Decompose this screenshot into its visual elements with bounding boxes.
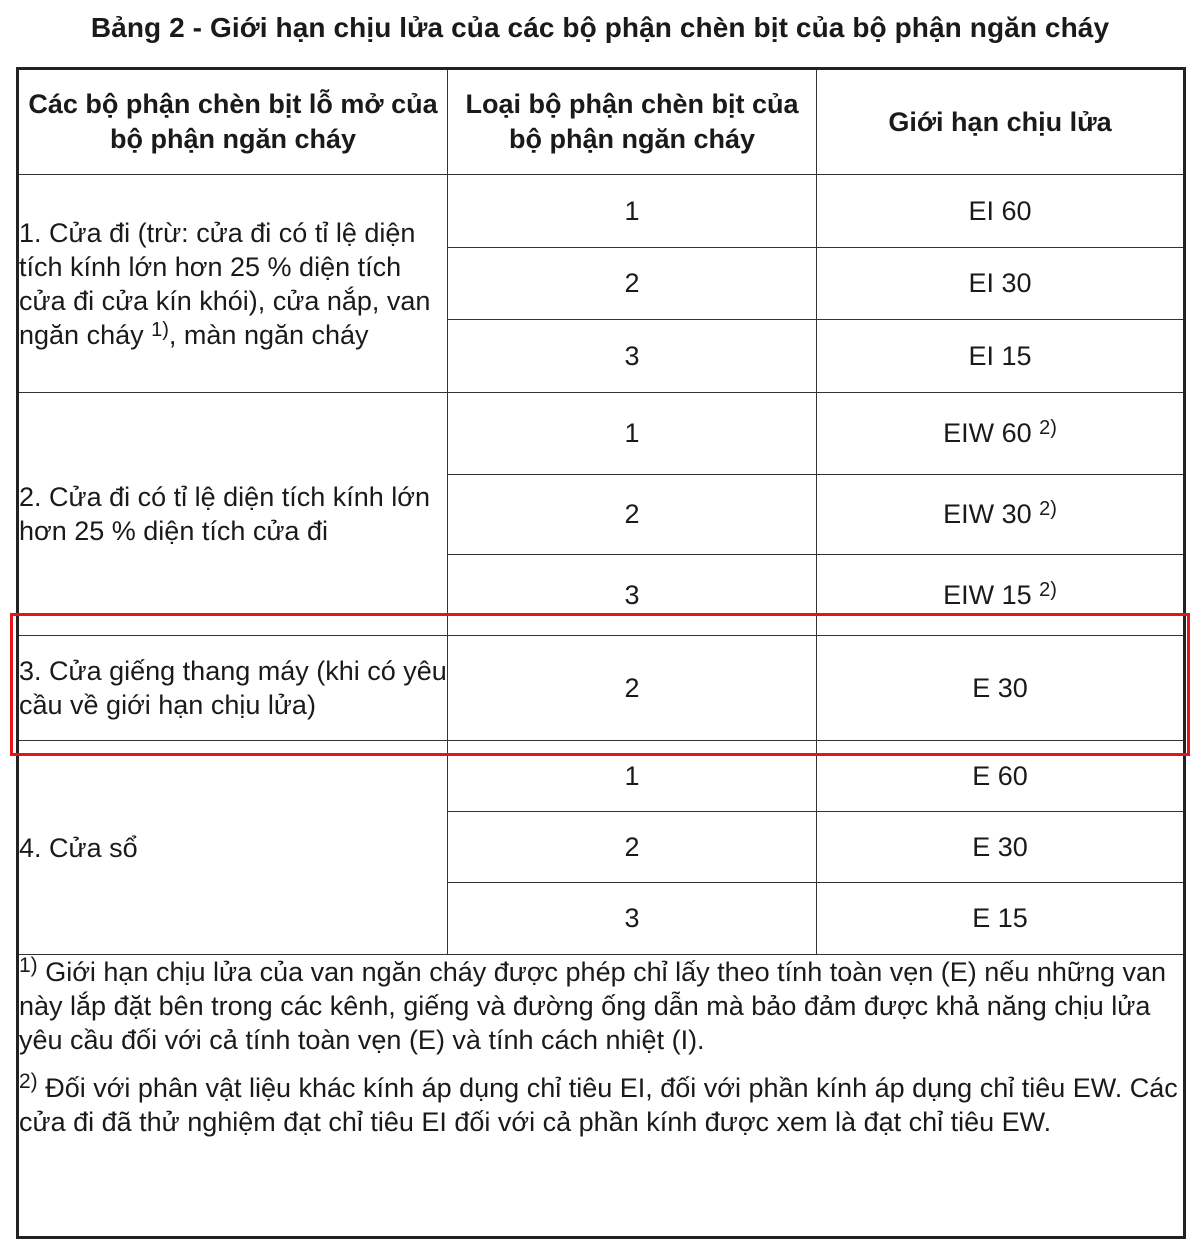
header-openings: Các bộ phận chèn bịt lỗ mở của bộ phận ngăn cháy (18, 69, 448, 175)
type-cell: 1 (448, 741, 817, 812)
limit-cell: E 30 (817, 812, 1185, 883)
limit-cell: EI 60 (817, 175, 1185, 248)
limit-cell: E 30 (817, 636, 1185, 741)
limit-cell: E 60 (817, 741, 1185, 812)
group-name-elevator-doors: 3. Cửa giếng thang máy (khi có yêu cầu về giới hạn chịu lửa) (18, 636, 448, 741)
fire-resistance-table (16, 67, 1186, 1239)
limit-cell: EIW 15 $^{2)}$ (817, 555, 1185, 636)
type-cell: 2 (448, 248, 817, 320)
footnote-ref: 2) (1039, 498, 1057, 520)
limit-cell: EIW 60 $^{2)}$ (817, 393, 1185, 475)
limit-cell: EI 30 (817, 248, 1185, 320)
footnote-ref: 2) (1039, 417, 1057, 439)
header-fire-limit: Giới hạn chịu lửa (817, 69, 1185, 175)
header-row (18, 69, 1185, 175)
type-cell: 3 (448, 320, 817, 393)
table-row (18, 741, 1185, 812)
type-cell: 1 (448, 175, 817, 248)
type-cell: 3 (448, 555, 817, 636)
group-name-windows: 4. Cửa sổ (18, 741, 448, 955)
footnote-marker: 2) (19, 1070, 38, 1093)
table-row (18, 393, 1185, 475)
header-type: Loại bộ phận chèn bịt của bộ phận ngăn cháy (448, 69, 817, 175)
footnote-marker: 1) (19, 954, 38, 977)
table-row (18, 175, 1185, 248)
type-cell: 2 (448, 636, 817, 741)
limit-cell: EI 15 (817, 320, 1185, 393)
group-name-doors: 1. Cửa đi (trừ: cửa đi có tỉ lệ diện tích kính lớn hơn 25 % diện tích cửa đi cửa kín khói), cửa nắp, van ngăn cháy $^{1)}$, màn ngăn cháy (18, 175, 448, 393)
type-cell: 2 (448, 812, 817, 883)
group-name-glazed-doors: 2. Cửa đi có tỉ lệ diện tích kính lớn hơn 25 % diện tích cửa đi (18, 393, 448, 636)
limit-cell: E 15 (817, 883, 1185, 955)
footnote-1: $^{1)}$ Giới hạn chịu lửa của van ngăn cháy được phép chỉ lấy theo tính toàn vẹn (E) nếu những van này lắp đặt bên trong các kênh, giếng và đường ống dẫn mà bảo đảm được khả năng chịu lửa yêu cầu đối với cả tính toàn vẹn (E) và tính cách nhiệt (I). (19, 954, 1167, 1055)
footnote-ref: 1) (151, 318, 169, 341)
type-cell: 3 (448, 883, 817, 955)
table-row (18, 636, 1185, 741)
footnote-2: $^{2)}$ Đối với phân vật liệu khác kính áp dụng chỉ tiêu EI, đối với phần kính áp dụng chỉ tiêu EW. Các cửa đi đã thử nghiệm đạt chỉ tiêu EI đối với cả phần kính được xem là đạt chỉ tiêu EW. (19, 1070, 1178, 1137)
table-title: Bảng 2 - Giới hạn chịu lửa của các bộ phận chèn bịt của bộ phận ngăn cháy (90, 12, 1110, 43)
footnote-ref: 2) (1039, 578, 1057, 601)
type-cell: 2 (448, 475, 817, 555)
footnotes (18, 955, 1185, 1238)
type-cell: 1 (448, 393, 817, 475)
notes-row (18, 955, 1185, 1238)
limit-cell: EIW 30 $^{2)}$ (817, 475, 1185, 555)
